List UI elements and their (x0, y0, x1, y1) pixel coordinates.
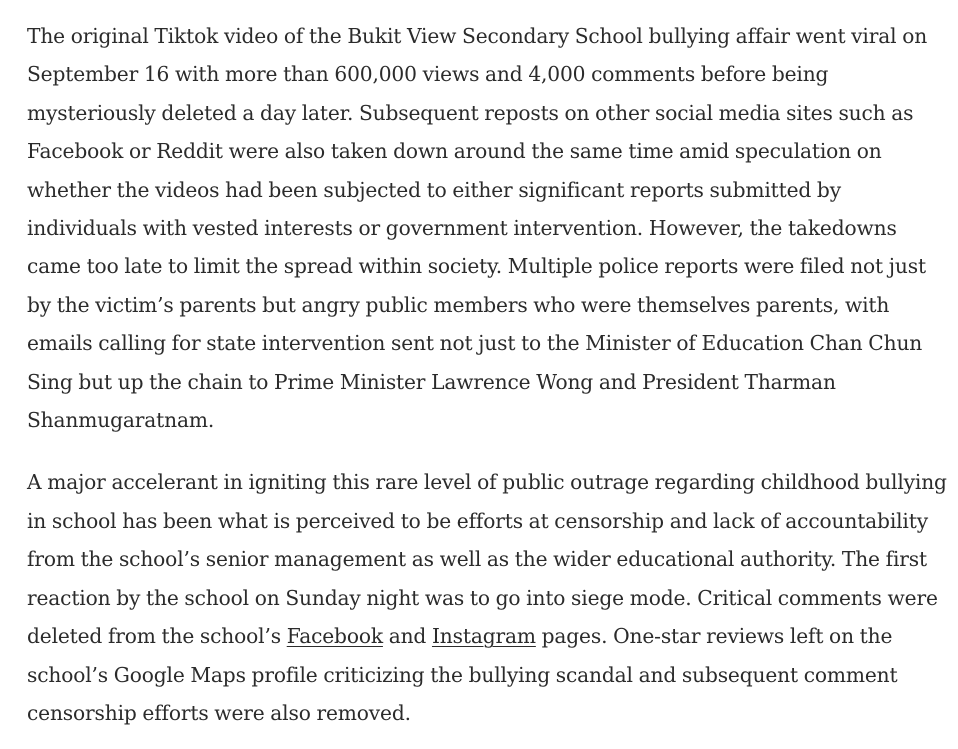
instagram-link[interactable]: Instagram (431, 624, 536, 649)
article-paragraph-1: The original Tiktok video of the Bukit View Secondary School bullying affair went viral on September 16 with more than 600,000 views and 4,000 comments before being mysteriously deleted a day later. Subsequent reposts on other social media sites such as Facebook or Reddit were also taken down around the same time amid speculation on whether the videos had been subjected to either significant reports submitted by individuals with vested interests or government intervention. However, the takedowns came too late to limit the spread within society. Multiple police reports were filed not just by the victim’s parents but angry public members who were themselves parents, with emails calling for state intervention sent not just to the Minister of Education Chan Chun Sing but up the chain to Prime Minister Lawrence Wong and President Tharman Shanmugaratnam. (27, 24, 928, 433)
article-body (27, 17, 952, 732)
paragraph-2-text-end: pages. One-star reviews left on the school’s Google Maps profile criticizing the bullying scandal and subsequent comment censorship efforts were also removed. (27, 624, 898, 725)
paragraph-2-text-start: A major accelerant in igniting this rare level of public outrage regarding childhood bullying in school has been what is perceived to be efforts at censorship and lack of accountability from the school’s senior management as well as the wider educational authority. The first reaction by the school on Sunday night was to go into siege mode. Critical comments were deleted from the school’s (27, 470, 947, 649)
paragraph-2-text-middle: and (382, 624, 432, 649)
facebook-link[interactable]: Facebook (286, 624, 383, 649)
article-paragraph-2 (27, 463, 952, 732)
